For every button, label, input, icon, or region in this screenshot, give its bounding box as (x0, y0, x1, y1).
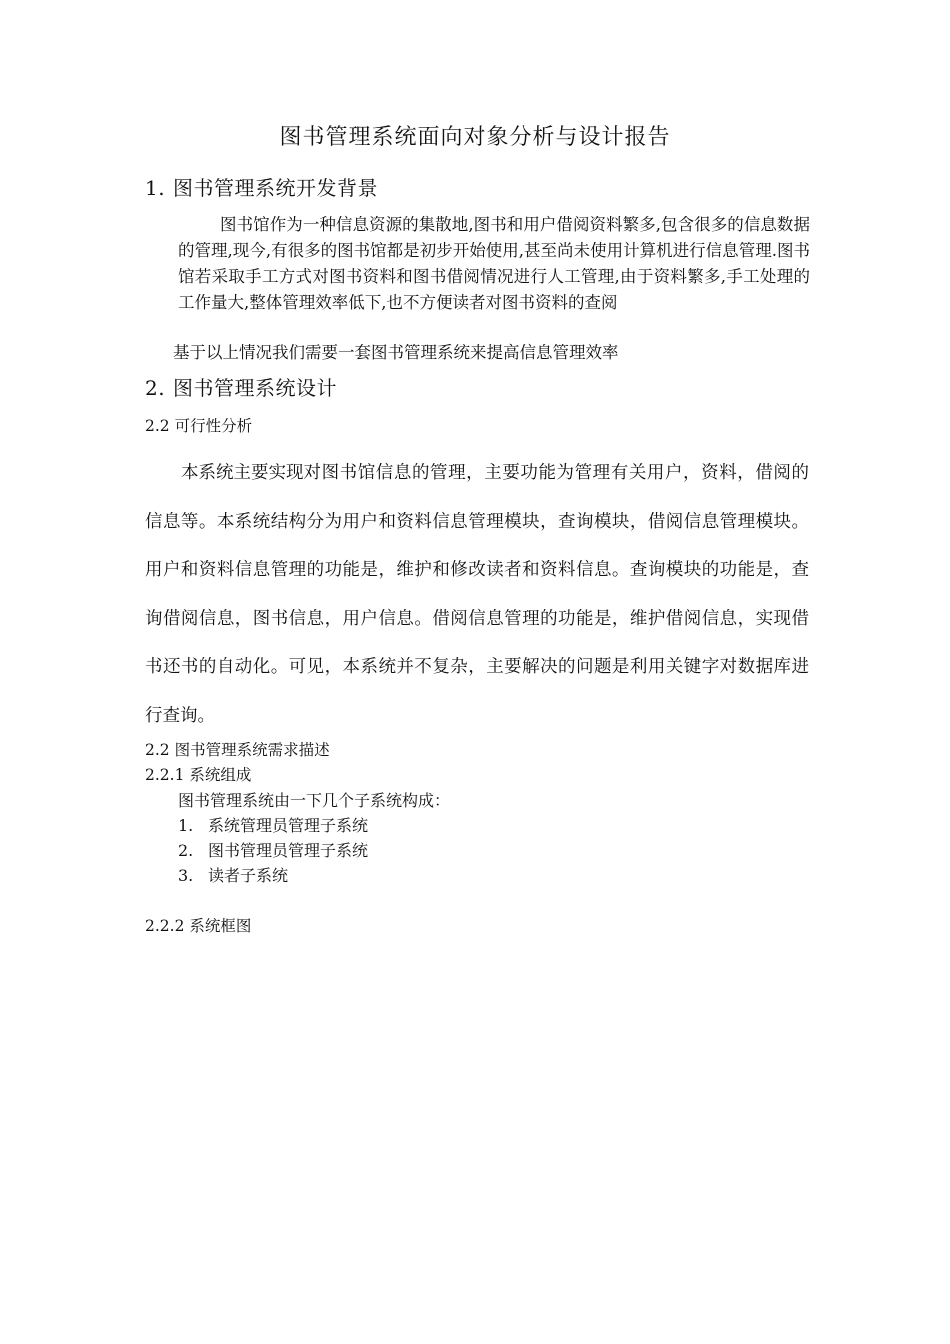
section-1-heading (145, 172, 378, 201)
list-item-number: 2. (178, 841, 194, 860)
feasibility-heading: 2.2 可行性分析 (145, 417, 253, 435)
feasibility-paragraph (145, 449, 809, 740)
requirements-heading: 2.2 图书管理系统需求描述 (145, 741, 330, 759)
list-item-label: 图书管理员管理子系统 (208, 841, 369, 860)
composition-heading: 2.2.1 系统组成 (145, 766, 252, 784)
section-2-heading (145, 372, 337, 401)
list-item (178, 838, 368, 861)
section-1-number: 1. (145, 176, 166, 200)
list-item-label: 读者子系统 (208, 866, 289, 885)
background-paragraph (178, 212, 810, 316)
background-conclusion: 基于以上情况我们需要一套图书管理系统来提高信息管理效率 (173, 343, 619, 362)
list-item-number: 1. (178, 816, 194, 835)
feasibility-lead: 本系统主要实现对 (181, 463, 321, 483)
list-item (178, 863, 288, 886)
document-title: 图书管理系统面向对象分析与设计报告 (279, 125, 671, 150)
section-1-title: 图书管理系统开发背景 (173, 176, 378, 200)
list-item (178, 813, 368, 836)
section-2-title: 图书管理系统设计 (173, 376, 337, 400)
diagram-heading: 2.2.2 系统框图 (145, 917, 252, 935)
list-item-number: 3. (178, 866, 194, 885)
feasibility-text: 图书馆信息的管理，主要功能为管理有关用户，资料，借阅的信息等。本系统结构分为用户和资料信息管理模块，查询模块，借阅信息管理模块。用户和资料信息管理的功能是，维护和修改读者和资料信息。查询模块的功能是，查询借阅信息，图书信息，用户信息。借阅信息管理的功能是，维护借阅信息，实现借书还书的自动化。可见，本系统并不复杂，主要解决的问题是利用关键字对数据库进行查询。 (145, 463, 809, 726)
section-2-number: 2. (145, 376, 166, 400)
list-item-label: 系统管理员管理子系统 (208, 816, 369, 835)
composition-intro: 图书管理系统由一下几个子系统构成： (178, 791, 451, 810)
background-text: 图书馆作为一种信息资源的集散地,图书和用户借阅资料繁多,包含很多的信息数据的管理,现今,有很多的图书馆都是初步开始使用,甚至尚未使用计算机进行信息管理.图书馆若采取手工方式对图书资料和图书借阅情况进行人工管理,由于资料繁多,手工处理的工作量大,整体管理效率低下,也不方便读者对图书资料的查阅 (178, 215, 810, 312)
